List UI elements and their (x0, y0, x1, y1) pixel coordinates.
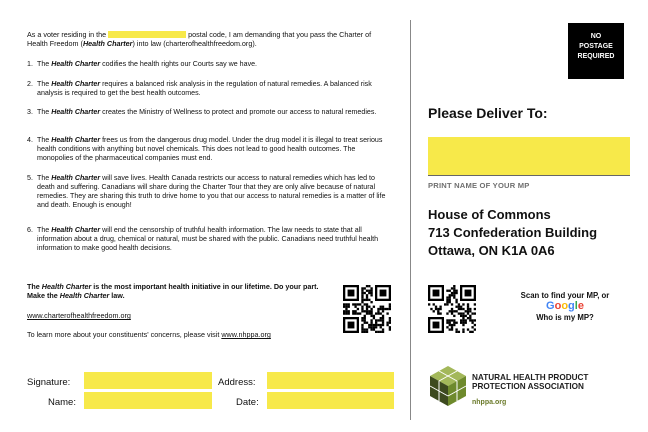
scan-text: Scan to find your MP, or (520, 291, 610, 300)
demand-charter: Health Charter (51, 174, 101, 182)
closing-end: law. (109, 291, 125, 300)
demand-text (37, 80, 392, 98)
org-name (472, 373, 588, 391)
intro-paragraph (27, 30, 392, 48)
org-name-line-1: NATURAL HEALTH PRODUCT (472, 373, 589, 382)
demand-text (37, 136, 392, 163)
stamp-line-1: NO (590, 33, 602, 40)
demand-pre: The (37, 226, 52, 234)
date-label: Date: (236, 397, 259, 408)
intro-text-start: As a voter residing in the (27, 30, 109, 39)
learn-more-label: To learn more about your constituents' concerns, please visit (27, 330, 222, 339)
postcard-divider (410, 20, 411, 420)
google-letter: g (568, 300, 575, 312)
demand-number: 6. (27, 226, 33, 234)
demand-number: 3. (27, 108, 33, 116)
demand-charter: Health Charter (51, 226, 101, 234)
org-url[interactable]: nhppa.org (472, 399, 507, 406)
demand-text (37, 174, 392, 210)
demand-rest: frees us from the dangerous drug model. Under the drug model it is illegal to treat serious health conditions with anything but novel chemicals. This does not lead to good health outcomes. The monopolies of the pharmaceutical companies must end. (37, 136, 383, 162)
demand-number: 4. (27, 136, 33, 144)
charter-qr-code[interactable] (343, 285, 391, 333)
closing-charter: Health Charter (41, 282, 92, 291)
google-letter: o (554, 300, 562, 312)
demand-rest: requires a balanced risk analysis in the regulation of natural remedies. A balanced risk analysis is required to get the best health outcomes. (37, 80, 372, 97)
postal-code-blank[interactable] (108, 31, 186, 38)
demand-pre: The (37, 60, 52, 68)
closing-statement (27, 282, 327, 300)
demand-item (27, 136, 392, 163)
demand-item (27, 60, 392, 69)
mp-name-underline (428, 175, 630, 176)
closing-pre: The (27, 282, 42, 291)
stamp-line-3: REQUIRED (577, 53, 615, 60)
demand-charter: Health Charter (51, 108, 101, 116)
deliver-heading: Please Deliver To: (428, 105, 548, 121)
date-field[interactable] (267, 392, 394, 409)
demand-text (37, 60, 392, 69)
google-letter: o (561, 300, 569, 312)
demand-charter: Health Charter (51, 80, 101, 88)
find-mp-qr-code[interactable] (428, 285, 476, 333)
address-label: Address: (218, 377, 256, 388)
demand-text (37, 226, 392, 253)
delivery-address (428, 206, 597, 260)
nhppa-logo-icon (428, 364, 468, 408)
demand-rest: will end the censorship of truthful health information. The law needs to state that all information about a drug, chemical or natural, must be shared with the public. Canadians need truthful health information to make good health decisions. (37, 226, 379, 252)
address-line-2: 713 Confederation Building (428, 225, 598, 240)
address-field[interactable] (267, 372, 394, 389)
name-field[interactable] (84, 392, 212, 409)
google-letter: l (574, 300, 578, 312)
demand-pre: The (37, 80, 52, 88)
signature-label: Signature: (27, 377, 71, 388)
demand-rest: creates the Ministry of Wellness to protect and promote our access to natural remedies. (100, 108, 377, 116)
org-name-line-2: PROTECTION ASSOCIATION (472, 382, 584, 391)
who-is-my-mp-text: Who is my MP? (536, 313, 594, 322)
demand-item (27, 108, 392, 117)
learn-more-text (27, 330, 271, 339)
demand-item (27, 174, 392, 210)
demand-charter: Health Charter (51, 136, 101, 144)
demand-rest: will save lives. Health Canada restricts our access to natural remedies which has led to death and suffering. Canadians will share during the Charter Tour that they are only alive because of natural remedies. They are sharing this truth to drive home to you that our access to natural remedies is a matter of life and death. Enough is enough! (37, 174, 386, 209)
demand-pre: The (37, 174, 52, 182)
closing-charter-2: Health Charter (59, 291, 110, 300)
demand-rest: codifies the health rights our Courts say we have. (100, 60, 258, 68)
demand-number: 2. (27, 80, 33, 88)
demand-item (27, 80, 392, 98)
name-label: Name: (48, 397, 76, 408)
signature-field[interactable] (84, 372, 212, 389)
demand-text (37, 108, 392, 117)
demand-pre: The (37, 136, 52, 144)
mp-name-label: PRINT NAME OF YOUR MP (428, 181, 530, 190)
address-line-1: House of Commons (428, 207, 551, 222)
google-letter: e (577, 300, 584, 312)
nhppa-link[interactable]: www.nhppa.org (221, 330, 271, 339)
google-letter: G (546, 300, 555, 312)
intro-charter-name: Health Charter (82, 39, 133, 48)
demand-item (27, 226, 392, 253)
google-logo (500, 301, 630, 312)
demand-pre: The (37, 108, 52, 116)
stamp-line-2: POSTAGE (579, 43, 613, 50)
demand-charter: Health Charter (51, 60, 101, 68)
intro-text-middle: postal code, I am demanding that you pass the Charter of Health Freedom ( (27, 30, 372, 48)
charter-website-link[interactable]: www.charterofhealthfreedom.org (27, 311, 131, 320)
demand-number: 1. (27, 60, 33, 68)
address-line-3: Ottawa, ON K1A 0A6 (428, 243, 555, 258)
mp-name-field[interactable] (428, 137, 630, 175)
find-mp-instructions (500, 290, 630, 323)
closing-mid: is the most important health initiative in our lifetime. Do your part. Make the (27, 282, 319, 300)
demand-number: 5. (27, 174, 33, 182)
intro-text-end: ) into law (charterofhealthfreedom.org). (132, 39, 257, 48)
postage-stamp-box (568, 23, 624, 79)
